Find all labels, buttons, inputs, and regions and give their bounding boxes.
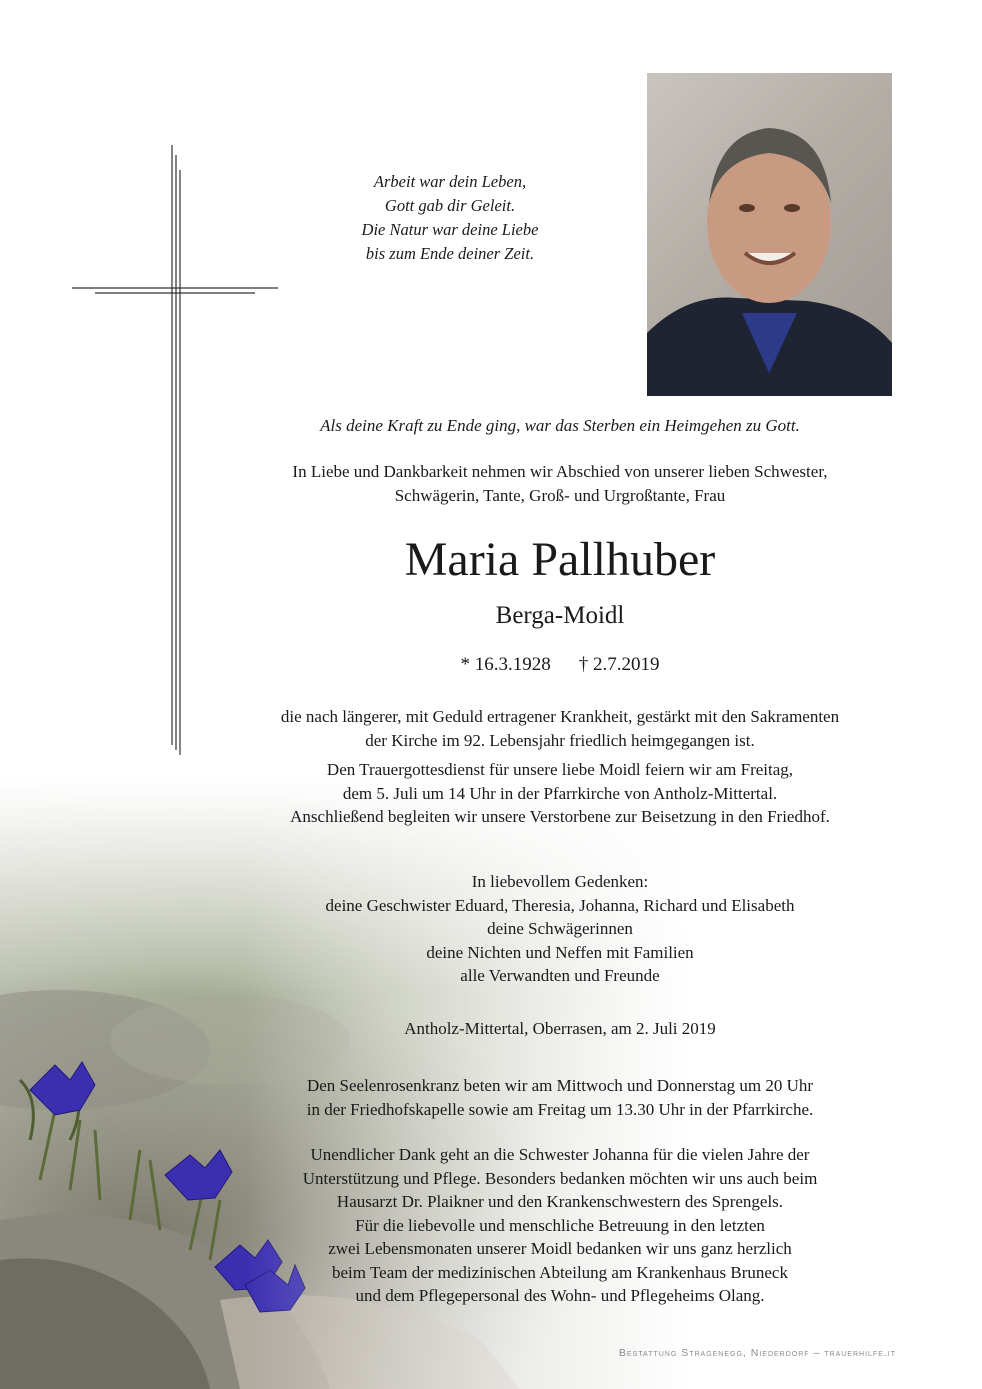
poem-line: bis zum Ende deiner Zeit. [365, 244, 535, 263]
rosary-line: in der Friedhofskapelle sowie am Freitag um 13.30 Uhr in der Pfarrkirche. [306, 1099, 814, 1119]
thanks-line: und dem Pflegepersonal des Wohn- und Pflegeheims Olang. [355, 1286, 765, 1305]
mourners [180, 870, 940, 988]
thanks-text [180, 1143, 940, 1308]
thanks-line: zwei Lebensmonaten unserer Moidl bedanken wir uns ganz herzlich [328, 1239, 792, 1258]
thanks-line: Unendlicher Dank geht an die Schwester Johanna für die vielen Jahre der [310, 1145, 810, 1164]
thanks-line: beim Team der medizinischen Abteilung am Krankenhaus Bruneck [332, 1262, 788, 1282]
death-text-line: die nach längerer, mit Geduld ertragener Krankheit, gestärkt mit den Sakramenten [280, 707, 840, 726]
thanks-line: Für die liebevolle und menschliche Betreuung in den letzten [355, 1215, 765, 1235]
mourners-line: deine Geschwister Eduard, Theresia, Johanna, Richard und Elisabeth [325, 895, 795, 915]
life-dates [180, 652, 940, 678]
poem-line: Die Natur war deine Liebe [361, 220, 539, 239]
birth-date: * 16.3.1928 [460, 654, 551, 675]
funeral-text-line: dem 5. Juli um 14 Uhr in der Pfarrkirche von Antholz-Mittertal. [342, 783, 778, 803]
funeral-text-line: Den Trauergottesdienst für unsere liebe Moidl feiern wir am Freitag, [326, 760, 794, 779]
intro-line: In Liebe und Dankbarkeit nehmen wir Abschied von unserer lieben Schwester, [292, 462, 828, 481]
mourners-line: deine Schwägerinnen [487, 919, 633, 938]
funeral-text [180, 758, 940, 829]
place-date [180, 1017, 940, 1041]
place-date-text: Antholz-Mittertal, Oberrasen, am 2. Juli 2019 [404, 1019, 716, 1038]
mourners-line: alle Verwandten und Freunde [460, 966, 660, 985]
footer-credit: Bestattung Stragenegg, Niederdorf – trauerhilfe.it [618, 1347, 896, 1359]
intro [180, 460, 940, 507]
thanks-line: Unterstützung und Pflege. Besonders bedanken möchten wir uns auch beim [302, 1168, 818, 1188]
quote-text: Als deine Kraft zu Ende ging, war das Sterben ein Heimgehen zu Gott. [320, 416, 800, 435]
thanks-line: Hausarzt Dr. Plaikner und den Krankenschwestern des Sprengels. [336, 1192, 784, 1211]
mourners-line: In liebevollem Gedenken: [471, 872, 649, 891]
quote [180, 414, 940, 438]
funeral-text-line: Anschließend begleiten wir unsere Verstorbene zur Beisetzung in den Friedhof. [290, 807, 830, 826]
poem-line: Arbeit war dein Leben, [373, 172, 527, 191]
rosary-line: Den Seelenrosenkranz beten wir am Mittwoch und Donnerstag um 20 Uhr [306, 1076, 814, 1095]
rosary-text [180, 1074, 940, 1121]
poem-line: Gott gab dir Geleit. [384, 196, 516, 215]
death-text-line: der Kirche im 92. Lebensjahr friedlich heimgegangen ist. [365, 730, 755, 750]
poem [300, 170, 600, 266]
portrait-photo [647, 73, 892, 396]
mourners-line: deine Nichten und Neffen mit Familien [426, 942, 694, 962]
death-date: † 2.7.2019 [578, 654, 660, 675]
cross-icon [0, 0, 300, 760]
deceased-nickname: Berga-Moidl [495, 602, 625, 629]
deceased-name: Maria Pallhuber [404, 533, 716, 586]
intro-line: Schwägerin, Tante, Groß- und Urgroßtante, Frau [394, 485, 726, 505]
death-text [180, 705, 940, 752]
